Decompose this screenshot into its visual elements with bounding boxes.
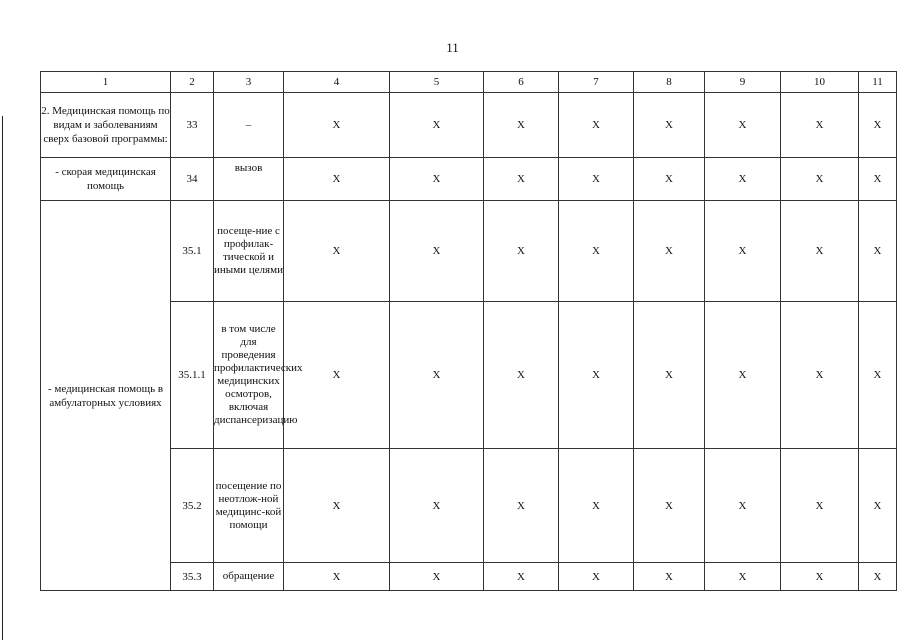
table-cell: X	[705, 449, 781, 563]
table-cell: X	[859, 93, 897, 158]
table-cell: X	[559, 449, 634, 563]
table-cell: X	[484, 563, 559, 591]
data-table	[40, 71, 897, 591]
table-cell: X	[284, 449, 390, 563]
table-cell: X	[484, 201, 559, 302]
table-cell: X	[859, 449, 897, 563]
table-cell: X	[390, 563, 484, 591]
table-cell: X	[781, 158, 859, 201]
row-unit: посещение по неотлож-ной медицинс-кой помощи	[214, 449, 284, 563]
table-cell: X	[484, 449, 559, 563]
table-cell: X	[559, 201, 634, 302]
column-header: 5	[390, 72, 484, 93]
column-header: 9	[705, 72, 781, 93]
column-header: 3	[214, 72, 284, 93]
row-code: 35.3	[171, 563, 214, 591]
table-cell: X	[284, 158, 390, 201]
table-cell: X	[559, 158, 634, 201]
column-header: 1	[41, 72, 171, 93]
table-cell: X	[634, 93, 705, 158]
table-cell: X	[859, 302, 897, 449]
table-cell: X	[859, 201, 897, 302]
page-number: 11	[446, 40, 459, 55]
row-unit: вызов	[214, 158, 284, 201]
table-cell: X	[484, 302, 559, 449]
margin-line	[2, 116, 3, 640]
table-cell: X	[559, 302, 634, 449]
table-cell: X	[484, 158, 559, 201]
column-header: 11	[859, 72, 897, 93]
row-code: 35.1.1	[171, 302, 214, 449]
column-header: 10	[781, 72, 859, 93]
column-header: 8	[634, 72, 705, 93]
table-cell: X	[284, 302, 390, 449]
row-code: 35.2	[171, 449, 214, 563]
table-cell: X	[484, 93, 559, 158]
table-row	[41, 93, 897, 158]
table-cell: X	[390, 449, 484, 563]
header-row	[41, 72, 897, 93]
row-name: 2. Медицинская помощь по видам и заболеваниям сверх базовой программы:	[41, 93, 171, 158]
column-header: 7	[559, 72, 634, 93]
row-name: - медицинская помощь в амбулаторных условиях	[41, 201, 171, 591]
table-row	[41, 158, 897, 201]
table-cell: X	[705, 158, 781, 201]
row-unit: –	[214, 93, 284, 158]
column-header: 6	[484, 72, 559, 93]
table-cell: X	[284, 201, 390, 302]
row-unit: посеще-ние с профилак-тической и иными целями	[214, 201, 284, 302]
table-cell: X	[781, 201, 859, 302]
table-cell: X	[559, 563, 634, 591]
table-cell: X	[284, 93, 390, 158]
table-cell: X	[559, 93, 634, 158]
table-cell: X	[859, 158, 897, 201]
row-code: 34	[171, 158, 214, 201]
table-row	[41, 201, 897, 302]
table-cell: X	[781, 449, 859, 563]
table-cell: X	[781, 93, 859, 158]
table-cell: X	[634, 158, 705, 201]
table-cell: X	[634, 302, 705, 449]
column-header: 4	[284, 72, 390, 93]
table-cell: X	[634, 449, 705, 563]
column-header: 2	[171, 72, 214, 93]
table-cell: X	[705, 302, 781, 449]
table-cell: X	[705, 563, 781, 591]
table-cell: X	[705, 201, 781, 302]
row-unit: в том числе для проведения профилактических медицинских осмотров, включая диспансеризацию	[214, 302, 284, 449]
table-cell: X	[390, 158, 484, 201]
table-cell: X	[781, 563, 859, 591]
table-cell: X	[705, 93, 781, 158]
row-code: 33	[171, 93, 214, 158]
table-cell: X	[390, 201, 484, 302]
row-unit: обращение	[214, 563, 284, 591]
row-code: 35.1	[171, 201, 214, 302]
table-cell: X	[781, 302, 859, 449]
table-cell: X	[390, 302, 484, 449]
row-name: - скорая медицинская помощь	[41, 158, 171, 201]
table-cell: X	[284, 563, 390, 591]
table-cell: X	[634, 201, 705, 302]
table-cell: X	[390, 93, 484, 158]
table-cell: X	[634, 563, 705, 591]
table-cell: X	[859, 563, 897, 591]
